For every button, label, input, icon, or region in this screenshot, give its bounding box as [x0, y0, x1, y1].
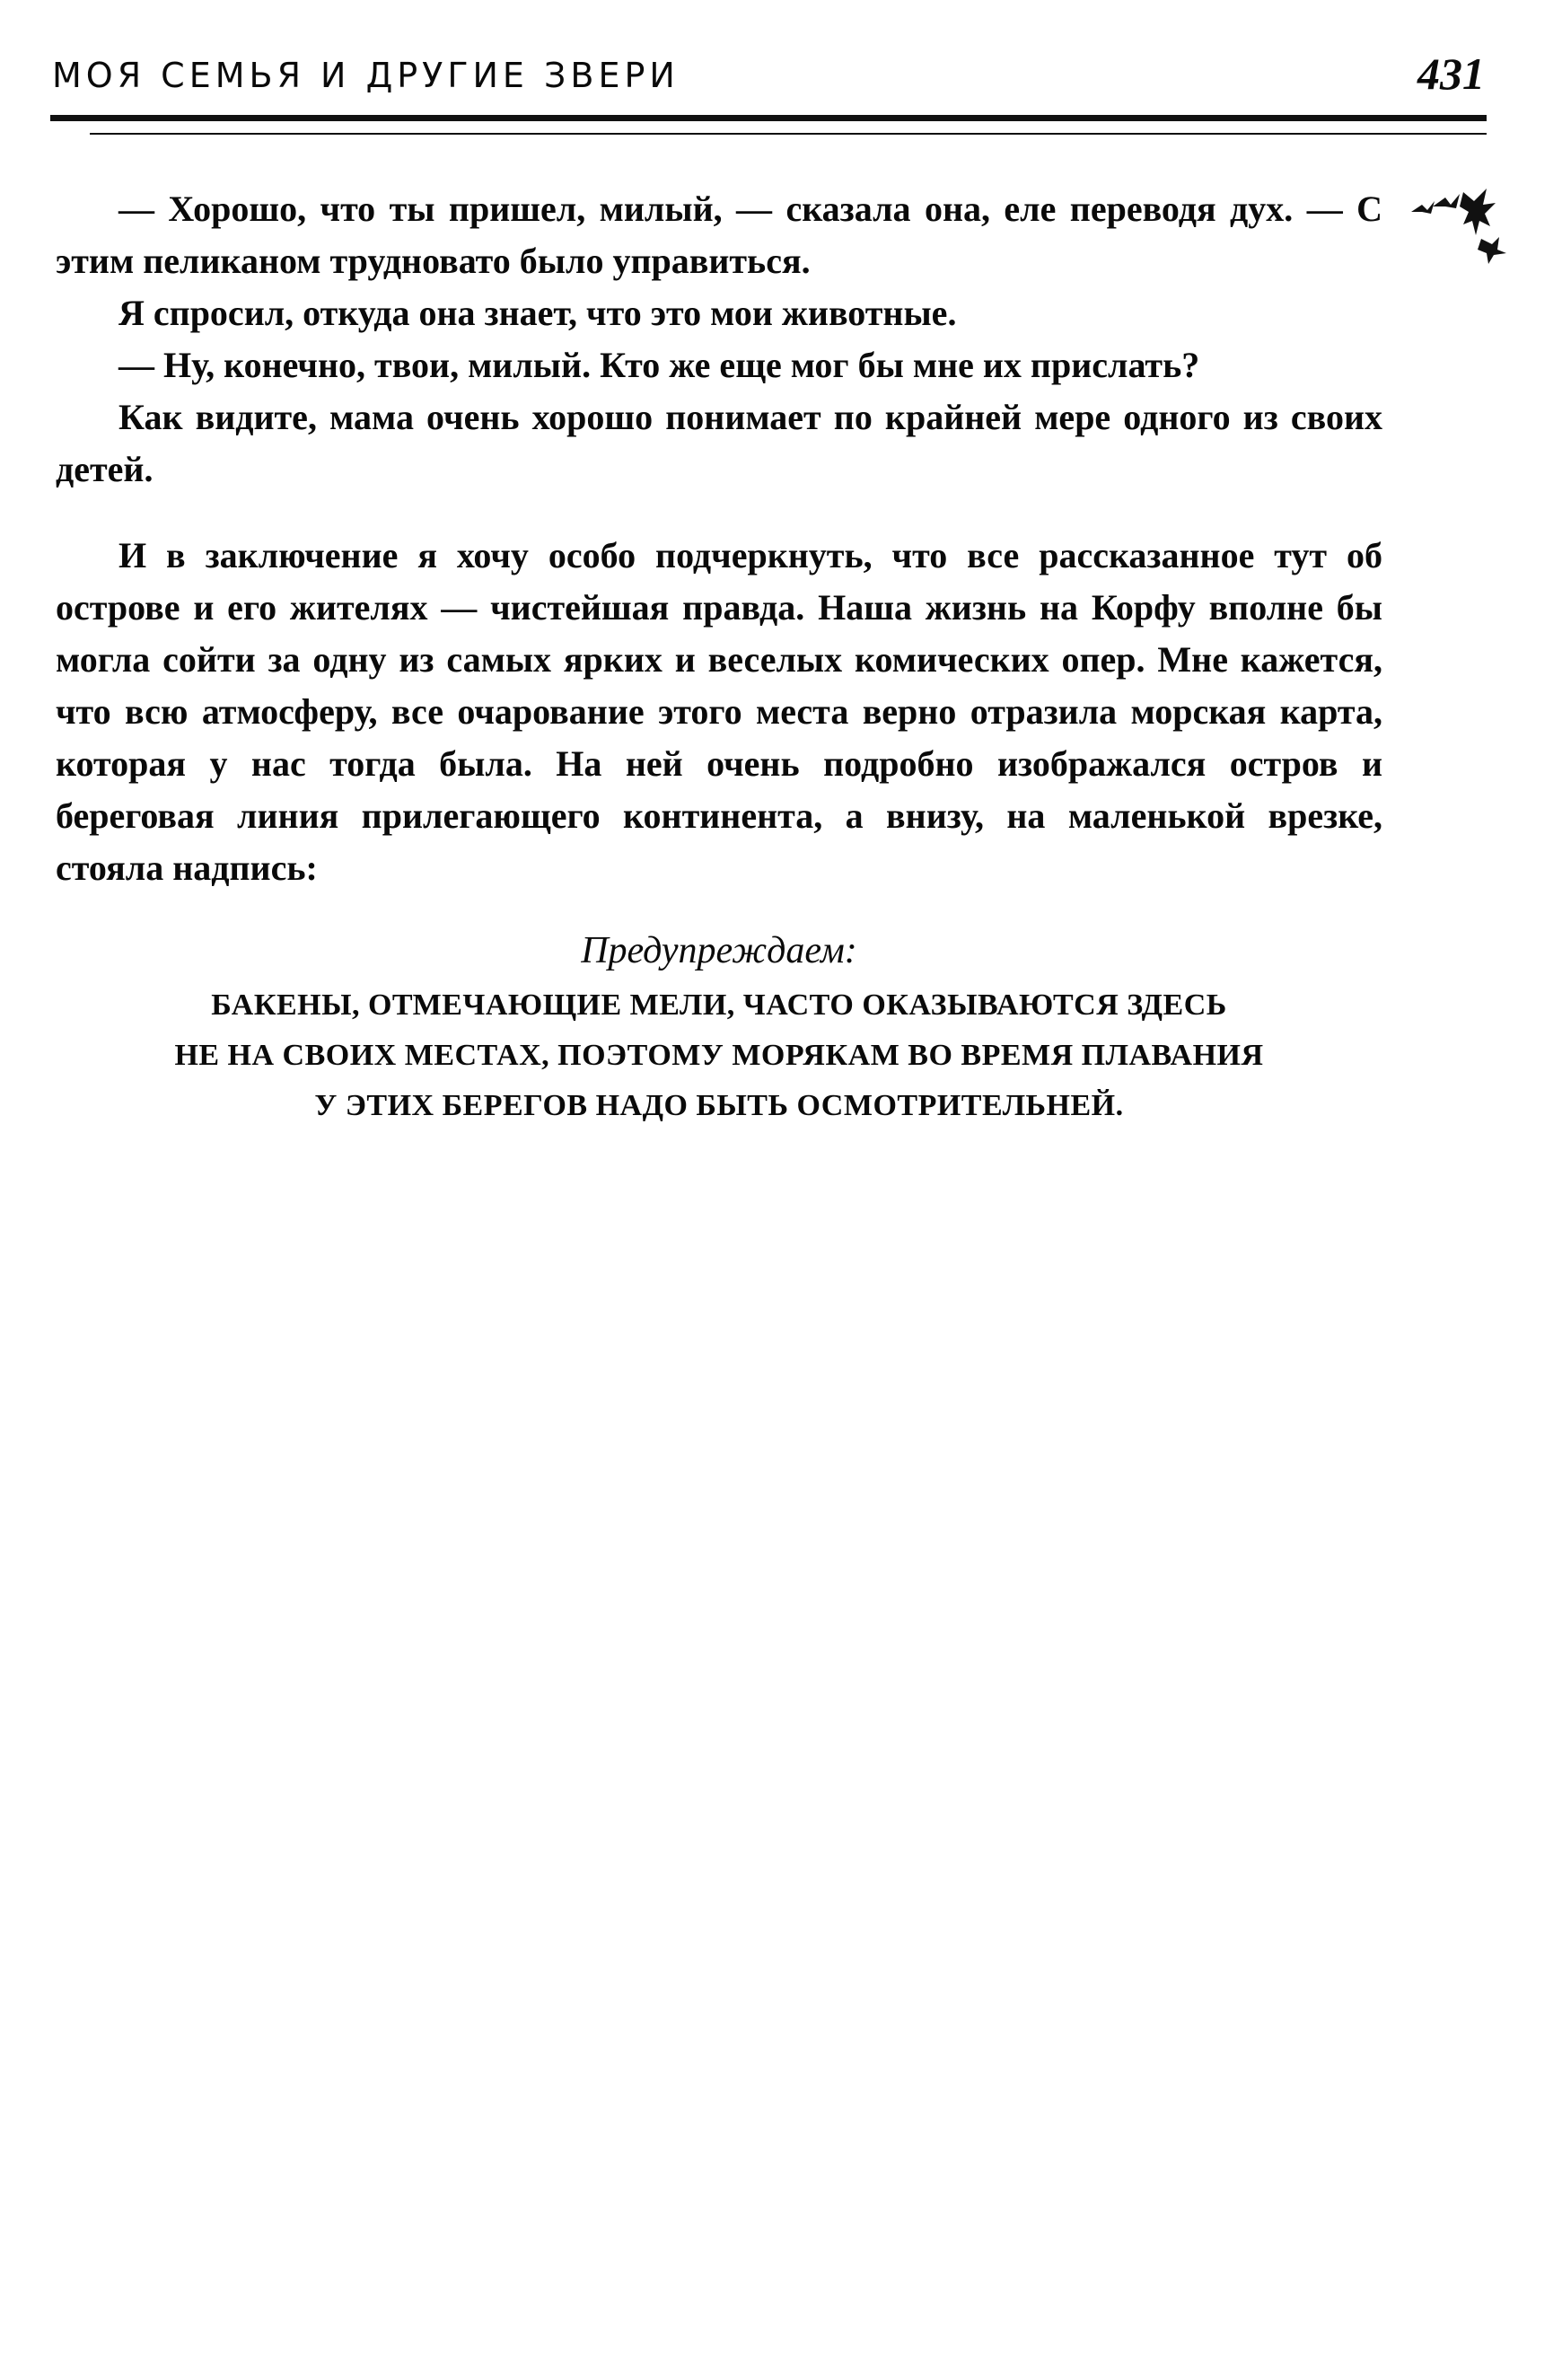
notice-title: Предупреждаем:	[581, 930, 857, 971]
page-number: 431	[1417, 48, 1485, 99]
paragraph: Как видите, мама очень хорошо понимает по крайней мере одного из своих детей.	[56, 397, 1382, 489]
running-title: МОЯ СЕМЬЯ И ДРУГИЕ ЗВЕРИ	[52, 56, 680, 95]
paragraph: — Ну, конечно, твои, милый. Кто же еще мог бы мне их прислать?	[118, 345, 1200, 385]
body-text	[56, 183, 1382, 894]
paragraph: — Хорошо, что ты пришел, милый, — сказала она, еле переводя дух. — С этим пеликаном трудновато было управиться.	[56, 189, 1382, 281]
header-rule-thin	[90, 133, 1487, 135]
notice-line: У ЭТИХ БЕРЕГОВ НАДО БЫТЬ ОСМОТРИТЕЛЬНЕЙ.	[314, 1089, 1124, 1122]
flying-birds-icon	[1409, 185, 1517, 293]
header-rule-thick	[50, 115, 1487, 121]
paragraph: Я спросил, откуда она знает, что это мои животные.	[118, 293, 957, 333]
paragraph: И в заключение я хочу особо подчеркнуть, что все рассказанное тут об острове и его жителях — чистейшая правда. Наша жизнь на Корфу вполне бы могла сойти за одну из самых ярких и веселых комических опер. Мне кажется, что всю атмосферу, все очарование этого места верно отразила морская карта, которая у нас тогда была. На ней очень подробно изображался остров и береговая линия прилегающего континента, а внизу, на маленькой врезке, стояла надпись:	[56, 535, 1382, 888]
notice-line: БАКЕНЫ, ОТМЕЧАЮЩИЕ МЕЛИ, ЧАСТО ОКАЗЫВАЮТСЯ ЗДЕСЬ	[211, 988, 1227, 1022]
notice-line: НЕ НА СВОИХ МЕСТАХ, ПОЭТОМУ МОРЯКАМ ВО ВРЕМЯ ПЛАВАНИЯ	[174, 1039, 1264, 1072]
map-notice	[56, 925, 1382, 1131]
